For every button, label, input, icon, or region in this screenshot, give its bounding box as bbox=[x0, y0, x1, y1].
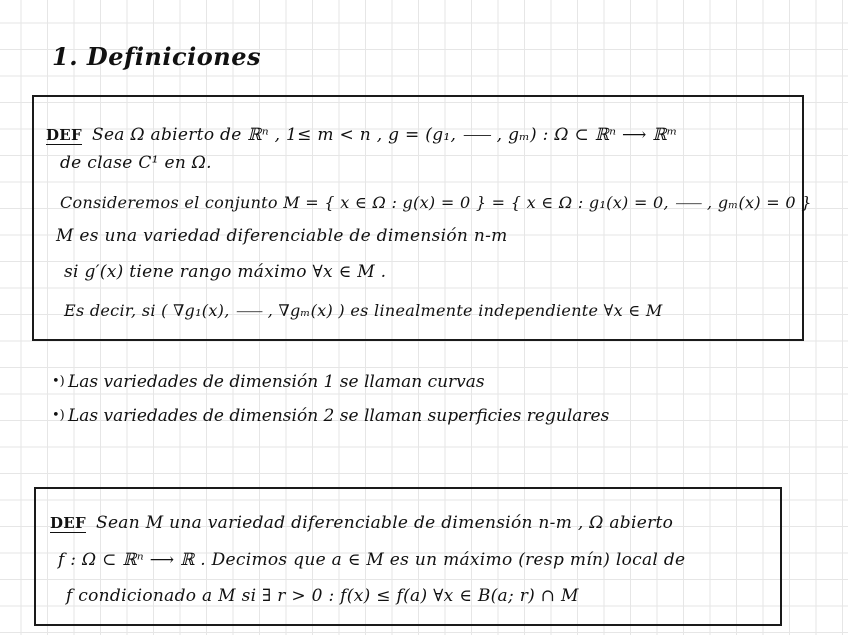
note-item bbox=[52, 406, 609, 426]
def2-tag: DEF bbox=[50, 514, 86, 532]
def1-line-3: Consideremos el conjunto M = { x ∈ Ω : g(x) = 0 } = { x ∈ Ω : g₁(x) = 0, ⸺ , gₘ(x) = 0 } bbox=[60, 193, 812, 212]
note-text: Las variedades de dimensión 1 se llaman curvas bbox=[68, 372, 485, 392]
def2-line-2: f : Ω ⊂ ℝⁿ ⟶ ℝ . Decimos que a ∈ M es un máximo (resp mín) local de bbox=[58, 550, 686, 570]
bullet-icon: •) bbox=[52, 408, 65, 423]
def1-line-1-text: Sea Ω abierto de ℝⁿ , 1≤ m < n , g = (g₁, ⸺ , gₘ) : Ω ⊂ ℝⁿ ⟶ ℝᵐ bbox=[92, 125, 678, 145]
def1-line-2: de clase C¹ en Ω. bbox=[60, 153, 212, 173]
section-heading: 1. Definiciones bbox=[52, 42, 261, 71]
def1-line-5: si g′(x) tiene rango máximo ∀x ∈ M . bbox=[64, 262, 387, 282]
def1-tag: DEF bbox=[46, 126, 82, 144]
bullet-icon: •) bbox=[52, 374, 65, 389]
def1-line-6: Es decir, si ( ∇g₁(x), ⸺ , ∇gₘ(x) ) es linealmente independiente ∀x ∈ M bbox=[64, 301, 663, 320]
def2-line-3: f condicionado a M si ∃ r > 0 : f(x) ≤ f(a) ∀x ∈ B(a; r) ∩ M bbox=[66, 586, 579, 606]
note-text: Las variedades de dimensión 2 se llaman superficies regulares bbox=[68, 406, 610, 426]
def1-line-4: M es una variedad diferenciable de dimensión n-m bbox=[56, 226, 508, 246]
def2-line-1-text: Sean M una variedad diferenciable de dimensión n-m , Ω abierto bbox=[96, 513, 674, 533]
def2-line-1 bbox=[50, 513, 673, 533]
note-item bbox=[52, 372, 485, 392]
def1-line-1 bbox=[46, 120, 678, 145]
